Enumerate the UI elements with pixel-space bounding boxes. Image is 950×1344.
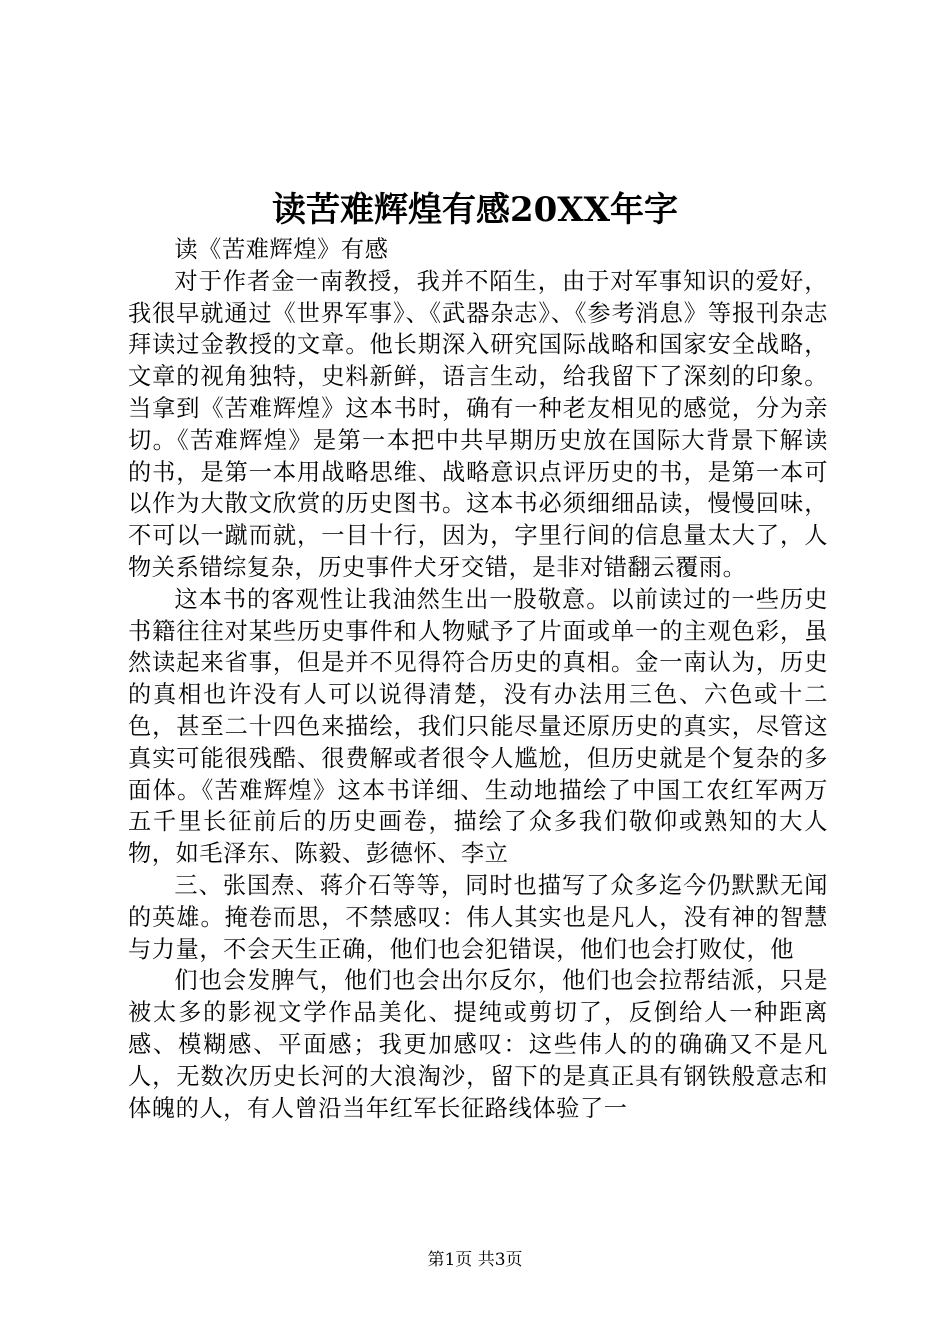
page-footer: 第1页 共3页 [427, 1250, 523, 1270]
paragraph-heading: 读《苦难辉煌》有感 [174, 236, 389, 263]
paragraph: 们也会发脾气，他们也会出尔反尔，他们也会拉帮结派，只是被太多的影视文学作品美化、提纯或剪切了，反倒给人一种距离感、模糊感、平面感；我更加感叹：这些伟人的的确确又不是凡人，无数次历史长河的大浪淘沙，留下的是真正具有钢铁般意志和体魄的人，有人曾沿当年红军长征路线体验了一 [128, 967, 828, 1122]
paragraph: 这本书的客观性让我油然生出一股敬意。以前读过的一些历史书籍往往对某些历史事件和人物赋予了片面或单一的主观色彩，虽然读起来省事，但是并不见得符合历史的真相。金一南认为，历史的真相也许没有人可以说得清楚，没有办法用三色、六色或十二色，甚至二十四色来描绘，我们只能尽量还原历史的真实，尽管这真实可能很残酷、很费解或者很令人尴尬，但历史就是个复杂的多面体。《苦难辉煌》这本书详细、生动地描绘了中国工农红军两万五千里长征前后的历史画卷，描绘了众多我们敬仰或熟知的大人物，如毛泽东、陈毅、彭德怀、李立 [128, 585, 828, 868]
paragraph: 三、张国焘、蒋介石等等，同时也描写了众多迄今仍默默无闻的英雄。掩卷而思，不禁感叹：伟人其实也是凡人，没有神的智慧与力量，不会天生正确，他们也会犯错误，他们也会打败仗，他 [128, 871, 828, 963]
paragraph: 对于作者金一南教授，我并不陌生，由于对军事知识的爱好，我很早就通过《世界军事》、《武器杂志》、《参考消息》等报刊杂志拜读过金教授的文章。他长期深入研究国际战略和国家安全战略，文章的视角独特，史料新鲜，语言生动，给我留下了深刻的印象。当拿到《苦难辉煌》这本书时，确有一种老友相见的感觉，分为亲切。《苦难辉煌》是第一本把中共早期历史放在国际大背景下解读的书，是第一本用战略思维、战略意识点评历史的书，是第一本可以作为大散文欣赏的历史图书。这本书必须细细品读，慢慢回味，不可以一蹴而就，一目十行，因为，字里行间的信息量太大了，人物关系错综复杂，历史事件犬牙交错，是非对错翻云覆雨。 [128, 267, 828, 581]
document-body [128, 234, 828, 1124]
document-title: 读苦难辉煌有感20XX年字 [271, 190, 679, 230]
